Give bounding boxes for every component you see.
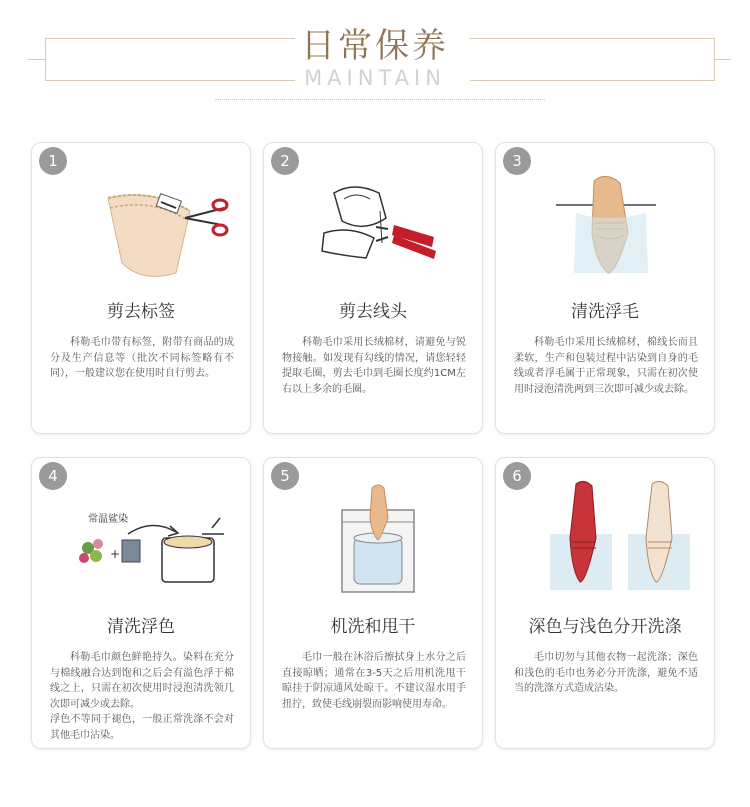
care-card-separate-colors [495, 457, 715, 749]
machine-wash-illustration [284, 478, 464, 598]
card-desc-paragraph: 科勒毛巾颜色鲜艳持久。染料在充分与棉线融合达到饱和之后会有溢色浮于棉线之上，只需在初次使用时浸泡清洗领几次即可减少或去除。 [50, 652, 234, 710]
card-title: 剪去线头 [339, 302, 407, 322]
card-description [282, 650, 466, 712]
cut-label-illustration [52, 163, 232, 283]
separate-colors-illustration [516, 478, 696, 598]
card-desc-paragraph: 毛巾切勿与其他衣物一起洗涤；深色和浅色的毛巾也务必分开洗涤，避免不适当的洗涤方式造成沾染。 [514, 652, 698, 694]
wash-lint-illustration [516, 163, 696, 283]
card-desc-paragraph: 浮色不等同于褪色，一般正常洗涤不会对其他毛巾沾染。 [50, 714, 234, 741]
care-card-cut-thread [263, 142, 483, 434]
card-description [282, 335, 466, 397]
card-description [514, 650, 698, 697]
page-subtitle: MAINTAIN [304, 66, 446, 90]
page-header [0, 0, 750, 110]
header-dotted-divider [215, 99, 545, 100]
card-title: 剪去标签 [107, 302, 175, 322]
card-description [514, 335, 698, 397]
wash-dye-illustration [52, 478, 232, 598]
care-card-machine-wash [263, 457, 483, 749]
care-card-cut-label [31, 142, 251, 434]
card-desc-paragraph: 科勒毛巾采用长绒棉材，请避免与锐物接触。如发现有勾线的情况，请您轻轻提取毛圈，剪去毛巾到毛圈长度约1CM左右以上多余的毛圈。 [282, 337, 466, 395]
card-desc-paragraph: 科勒毛巾采用长绒棉材，棉线长而且柔软，生产和包装过程中沾染到自身的毛线或者浮毛属于正常现象，只需在初次使用时浸泡清洗两到三次即可减少或去除。 [514, 337, 698, 395]
step-number-badge: 6 [503, 462, 531, 490]
step-number-badge: 2 [271, 147, 299, 175]
plus-icon: + [110, 547, 121, 561]
step-number-badge: 3 [503, 147, 531, 175]
care-card-wash-dye [31, 457, 251, 749]
care-card-wash-lint [495, 142, 715, 434]
dye-label: 常温鲨染 [88, 514, 128, 525]
card-description [50, 335, 234, 382]
card-title: 机洗和甩干 [330, 617, 416, 637]
step-number-badge: 1 [39, 147, 67, 175]
card-description [50, 650, 234, 743]
cut-thread-illustration [284, 163, 464, 283]
card-title: 清洗浮毛 [571, 302, 639, 322]
card-desc-paragraph: 科勒毛巾带有标签，附带有商品的成分及生产信息等（批次不同标签略有不同），一般建议您在使用时自行剪去。 [50, 337, 234, 379]
card-desc-paragraph: 毛巾一般在沐浴后擦拭身上水分之后直接晾晒；通常在3-5天之后用机洗甩干晾挂于阴凉通风处晾干。不建议湿水用手扭拧，致使毛线崩裂而影响使用寿命。 [282, 652, 466, 710]
card-title: 深色与浅色分开洗涤 [528, 617, 682, 637]
step-number-badge: 4 [39, 462, 67, 490]
card-title: 清洗浮色 [107, 617, 175, 637]
step-number-badge: 5 [271, 462, 299, 490]
page-title: 日常保养 [301, 26, 449, 66]
